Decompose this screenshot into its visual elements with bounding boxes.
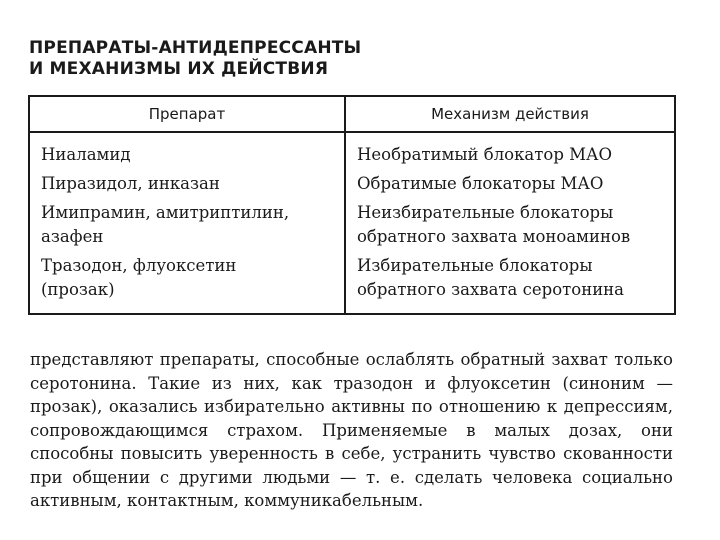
antidepressants-table [28, 95, 676, 315]
table-body-row [29, 132, 675, 314]
mechanism-cell [357, 143, 666, 167]
table-header-row [29, 96, 675, 132]
mechanism-line: обратного захвата моноаминов [357, 227, 631, 246]
mechanism-line: Неизбирательные блокаторы [357, 203, 614, 222]
drug-line: Имипрамин, амитриптилин, [41, 203, 290, 222]
drug-cell [41, 254, 336, 302]
mechanism-line: Необратимый блокатор МАО [357, 145, 613, 164]
mechanism-line: обратного захвата серотонина [357, 280, 625, 299]
title-line-1: ПРЕПАРАТЫ-АНТИДЕПРЕССАНТЫ [29, 38, 362, 58]
drug-cell [41, 143, 336, 167]
drug-line: Пиразидол, инказан [41, 174, 220, 193]
column-header-drug: Препарат [29, 96, 345, 132]
drug-line: Ниаламид [41, 145, 131, 164]
drug-column [29, 132, 345, 314]
mechanism-line: Обратимые блокаторы МАО [357, 174, 604, 193]
page-title [29, 38, 361, 80]
mechanism-cell [357, 201, 666, 249]
mechanism-cell [357, 172, 666, 196]
mechanism-line: Избирательные блокаторы [357, 256, 593, 275]
drug-line: Тразодон, флуоксетин [41, 256, 237, 275]
body-paragraph-block [30, 348, 673, 513]
title-line-2: И МЕХАНИЗМЫ ИХ ДЕЙСТВИЯ [29, 59, 329, 79]
drug-line: (прозак) [41, 280, 115, 299]
drug-line: азафен [41, 227, 104, 246]
drug-cell [41, 172, 336, 196]
column-header-mechanism: Механизм действия [345, 96, 675, 132]
mechanism-column [345, 132, 675, 314]
mechanism-cell [357, 254, 666, 302]
body-paragraph: представляют препараты, способные ослаблять обратный захват только серотонина. Такие из них, как тразодон и флуоксетин (синоним — прозак), оказались избирательно активны по отношению к депрессиям, сопровождающимся страхом. Применяемые в малых дозах, они способны повысить уверенность в себе, устранить чувство скованности при общении с другими людьми — т. е. сделать человека социально активным, контактным, коммуникабельным. [30, 350, 673, 510]
drug-cell [41, 201, 336, 249]
